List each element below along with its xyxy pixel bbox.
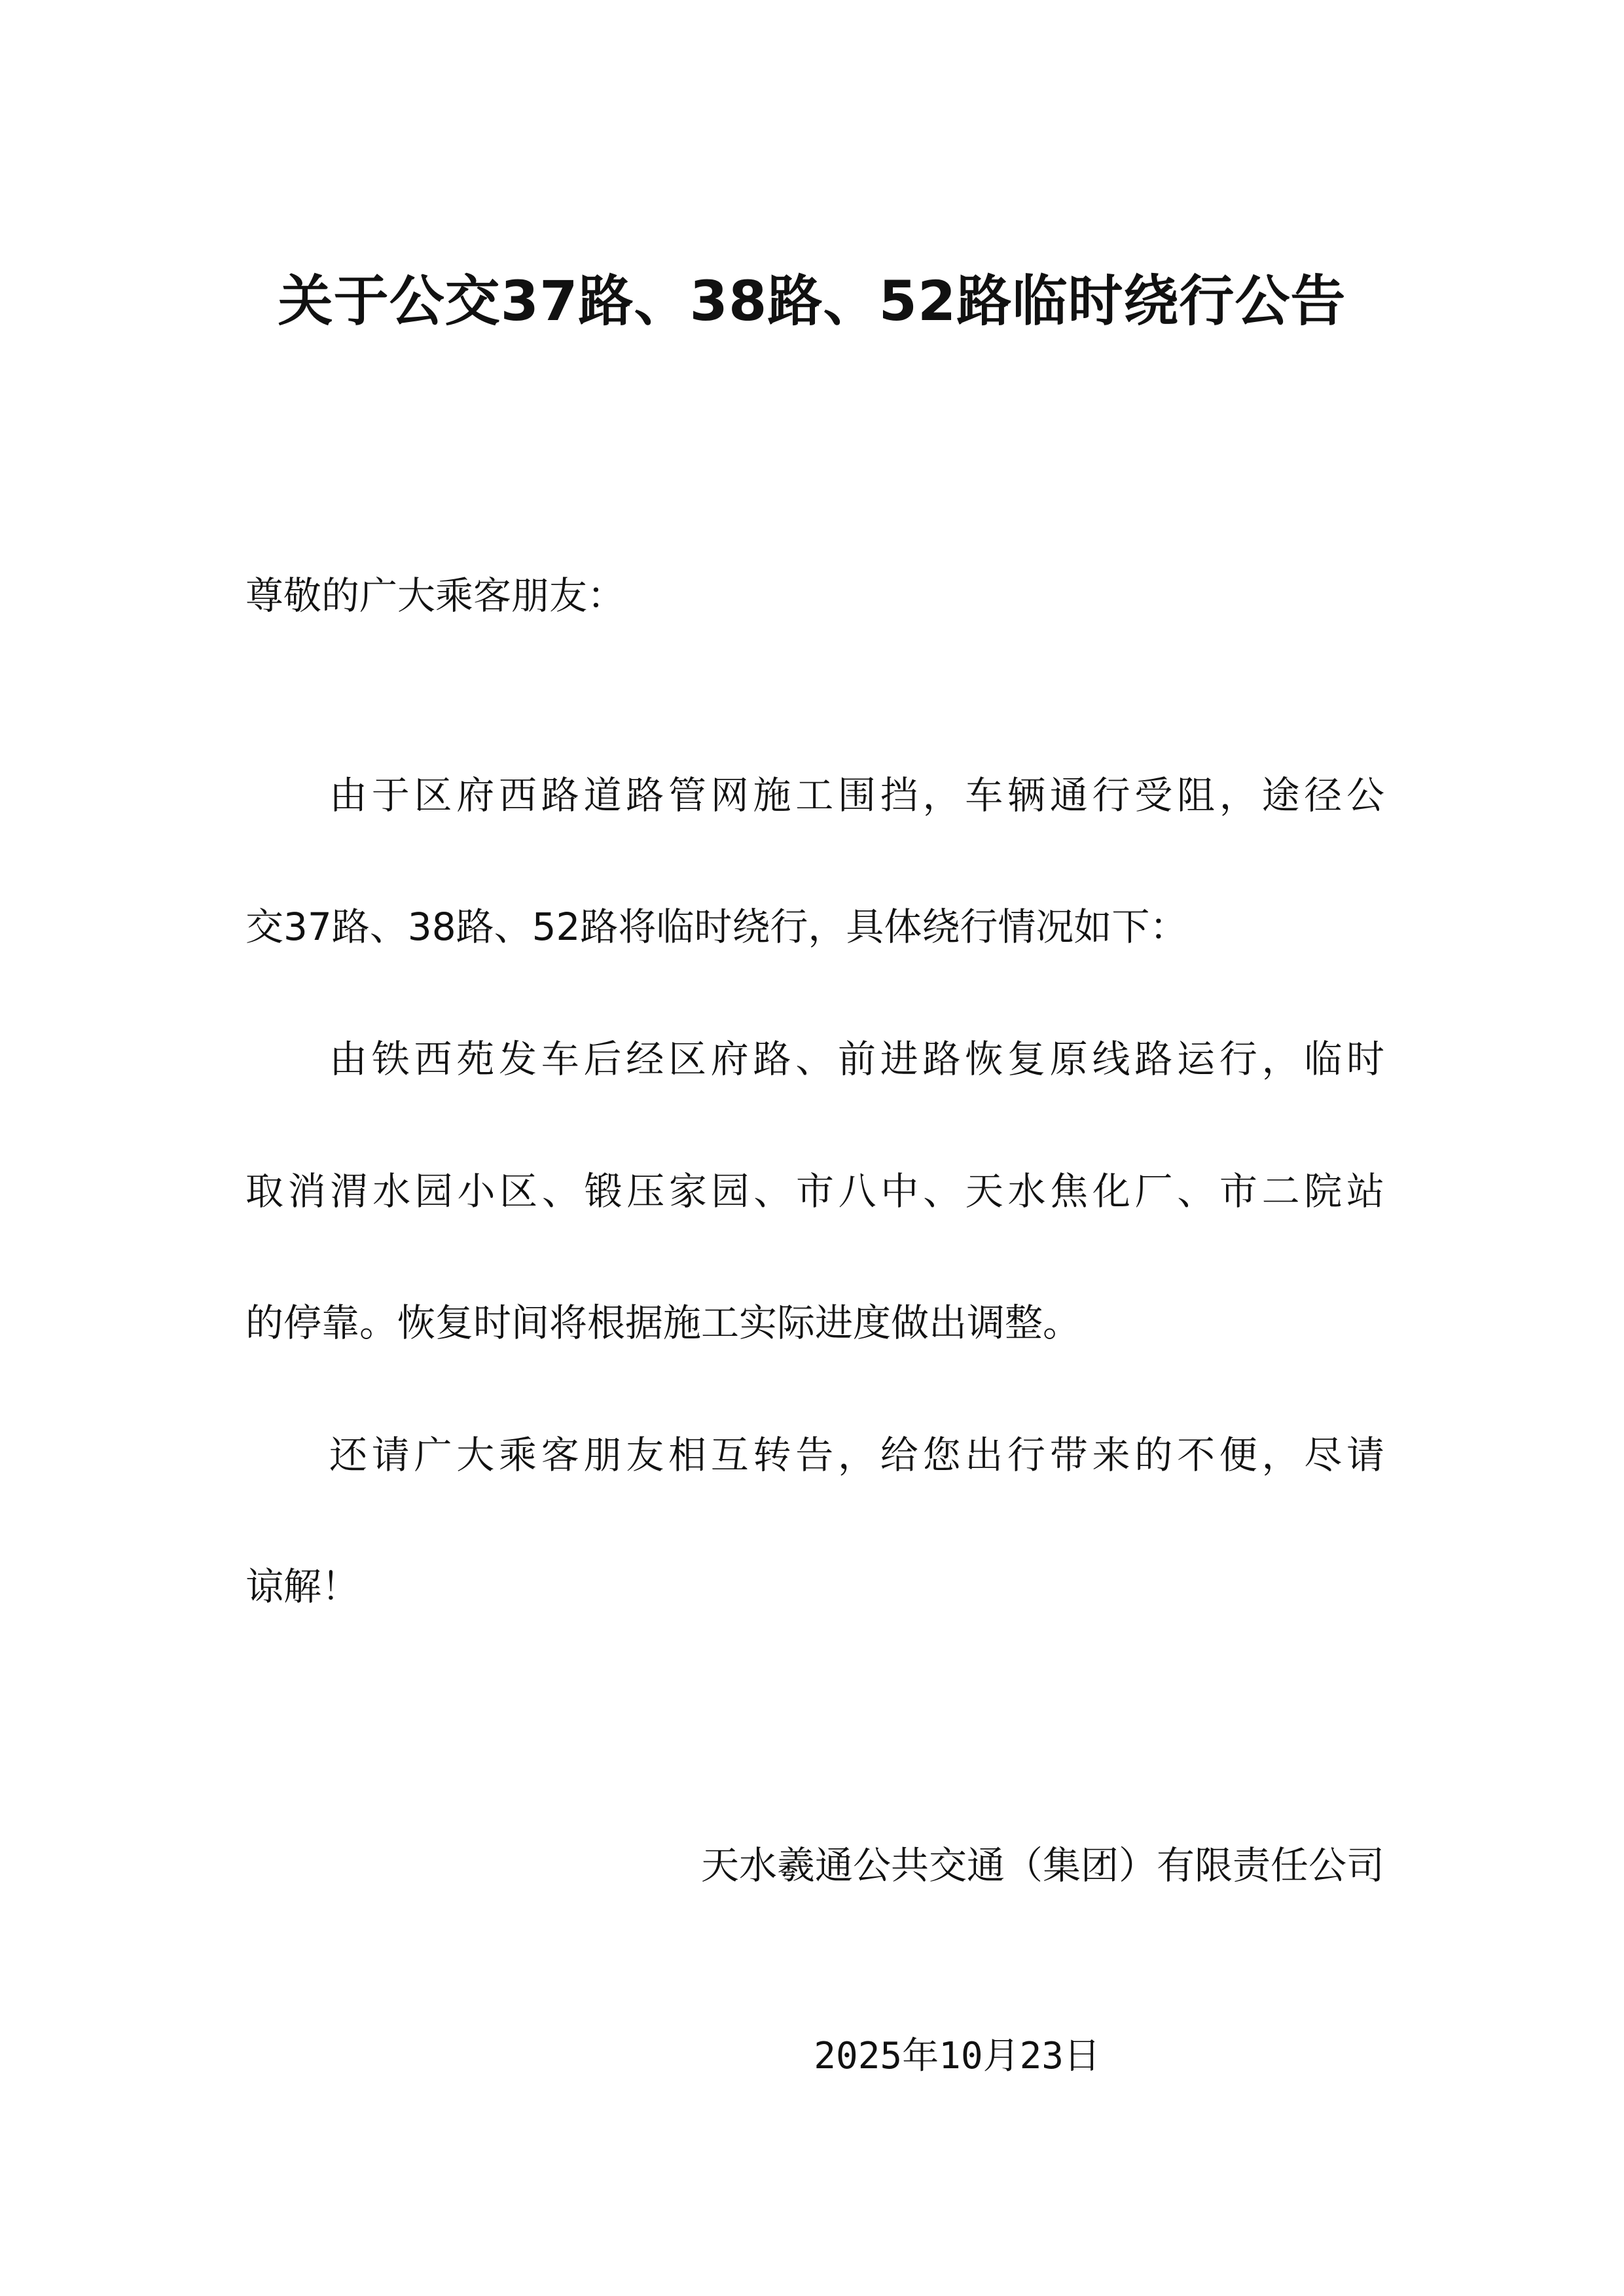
notice-title: 关于公交37路、38路、52路临时绕行公告 bbox=[278, 269, 1346, 333]
issue-date: 2025年10月23日 bbox=[814, 2035, 1100, 2077]
paragraph-2-line-1: 由铁西苑发车后经区府路、前进路恢复原线路运行，临时 bbox=[329, 1037, 1384, 1081]
paragraph-2-line-2: 取消渭水园小区、锻压家园、市八中、天水焦化厂、市二院站 bbox=[245, 1169, 1384, 1213]
salutation: 尊敬的广大乘客朋友： bbox=[245, 573, 626, 618]
paragraph-1-line-2: 交37路、38路、52路将临时绕行，具体绕行情况如下： bbox=[245, 905, 1188, 949]
paragraph-1-line-1: 由于区府西路道路管网施工围挡，车辆通行受阻，途径公 bbox=[329, 773, 1384, 817]
paragraph-3-line-2: 谅解！ bbox=[245, 1564, 360, 1609]
paragraph-2-line-3: 的停靠。恢复时间将根据施工实际进度做出调整。 bbox=[245, 1300, 1081, 1345]
issuer-signature: 天水羲通公共交通（集团）有限责任公司 bbox=[700, 1843, 1384, 1888]
paragraph-3-line-1: 还请广大乘客朋友相互转告，给您出行带来的不便，尽请 bbox=[329, 1433, 1384, 1477]
